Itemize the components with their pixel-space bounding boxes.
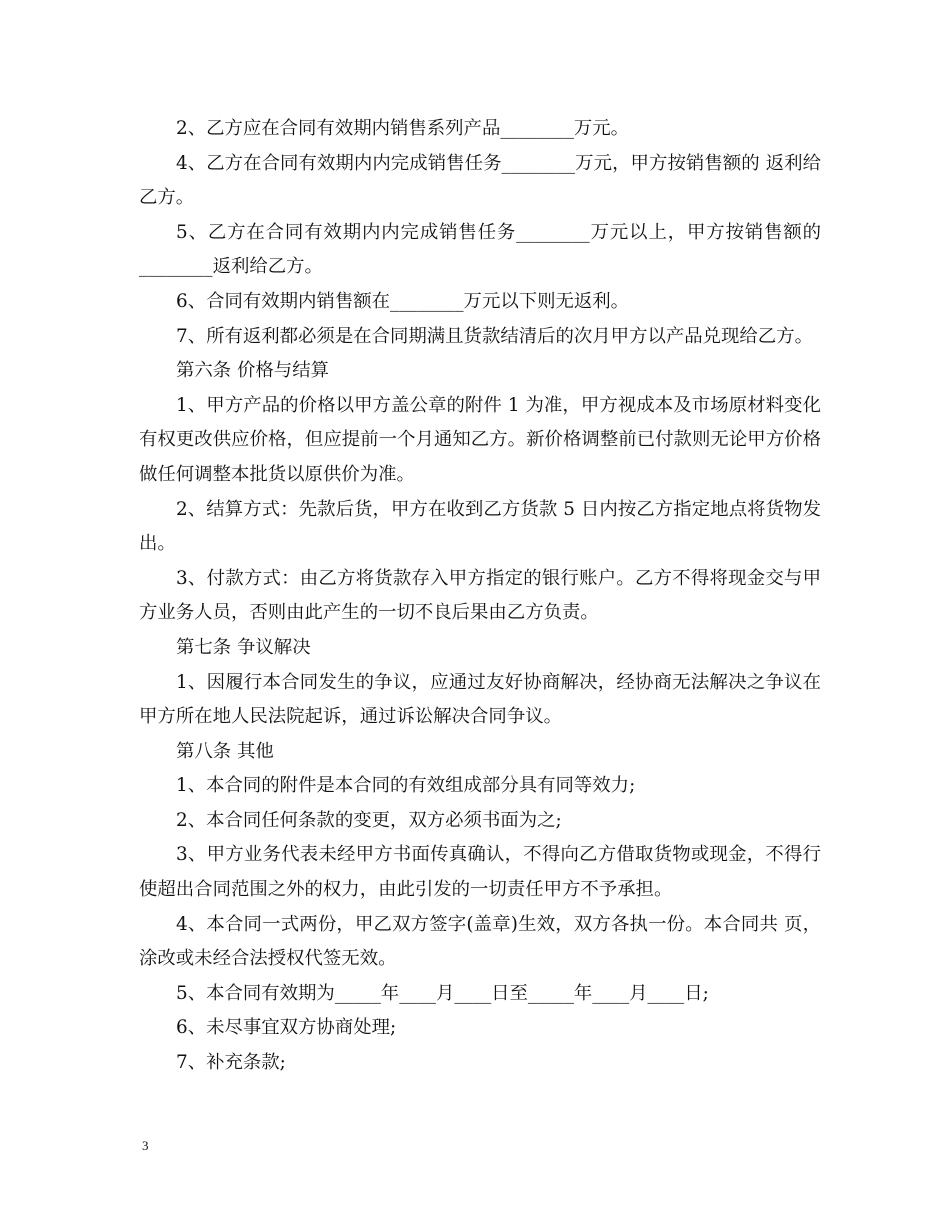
clause-dispute-resolution: 1、因履行本合同发生的争议，应通过友好协商解决，经协商无法解决之争议在甲方所在地人民法院起诉，通过诉讼解决合同争议。 xyxy=(139,671,821,728)
clause-product-price: 1、甲方产品的价格以甲方盖公章的附件 1 为准，甲方视成本及市场原材料变化有权更改供应价格，但应提前一个月通知乙方。新价格调整前已付款则无论甲方价格做任何调整本批货以原供价为准。 xyxy=(139,394,821,485)
clause-no-rebate: 6、合同有效期内销售额在________万元以下则无返利。 xyxy=(176,290,630,312)
clause-copies: 4、本合同一式两份，甲乙双方签字(盖章)生效，双方各执一份。本合同共 页，涂改或未经合法授权代签无效。 xyxy=(139,913,821,970)
clause-representative: 3、甲方业务代表未经甲方书面传真确认，不得向乙方借取货物或现金，不得行使超出合同范围之外的权力，由此引发的一切责任甲方不予承担。 xyxy=(139,844,821,901)
article-six-heading: 第六条 价格与结算 xyxy=(176,360,329,382)
clause-sales-task-above-rebate: 5、乙方在合同有效期内内完成销售任务________万元以上，甲方按销售额的________返利给乙方。 xyxy=(139,221,821,278)
clause-payment-method: 3、付款方式：由乙方将货款存入甲方指定的银行账户。乙方不得将现金交与甲方业务人员，否则由此产生的一切不良后果由乙方负责。 xyxy=(139,567,821,624)
article-seven-heading: 第七条 争议解决 xyxy=(176,636,311,658)
clause-amendments: 2、本合同任何条款的变更，双方必须书面为之; xyxy=(176,809,562,831)
clause-sales-task-rebate: 4、乙方在合同有效期内内完成销售任务________万元，甲方按销售额的 返利给乙方。 xyxy=(139,152,821,209)
contract-body xyxy=(139,112,821,1081)
page-number: 3 xyxy=(142,1138,149,1153)
article-eight-heading: 第八条 其他 xyxy=(176,740,274,762)
clause-validity-period: 5、本合同有效期为_____年____月____日至_____年____月____日; xyxy=(176,982,709,1004)
clause-supplementary: 7、补充条款; xyxy=(176,1052,286,1074)
clause-attachments: 1、本合同的附件是本合同的有效组成部分具有同等效力; xyxy=(176,775,636,797)
clause-settlement-method: 2、结算方式：先款后货，甲方在收到乙方货款 5 日内按乙方指定地点将货物发出。 xyxy=(139,498,821,555)
clause-negotiation: 6、未尽事宜双方协商处理; xyxy=(176,1017,397,1039)
clause-rebate-settlement: 7、所有返利都必须是在合同期满且货款结清后的次月甲方以产品兑现给乙方。 xyxy=(176,325,813,347)
clause-sales-target: 2、乙方应在合同有效期内销售系列产品________万元。 xyxy=(176,118,630,139)
